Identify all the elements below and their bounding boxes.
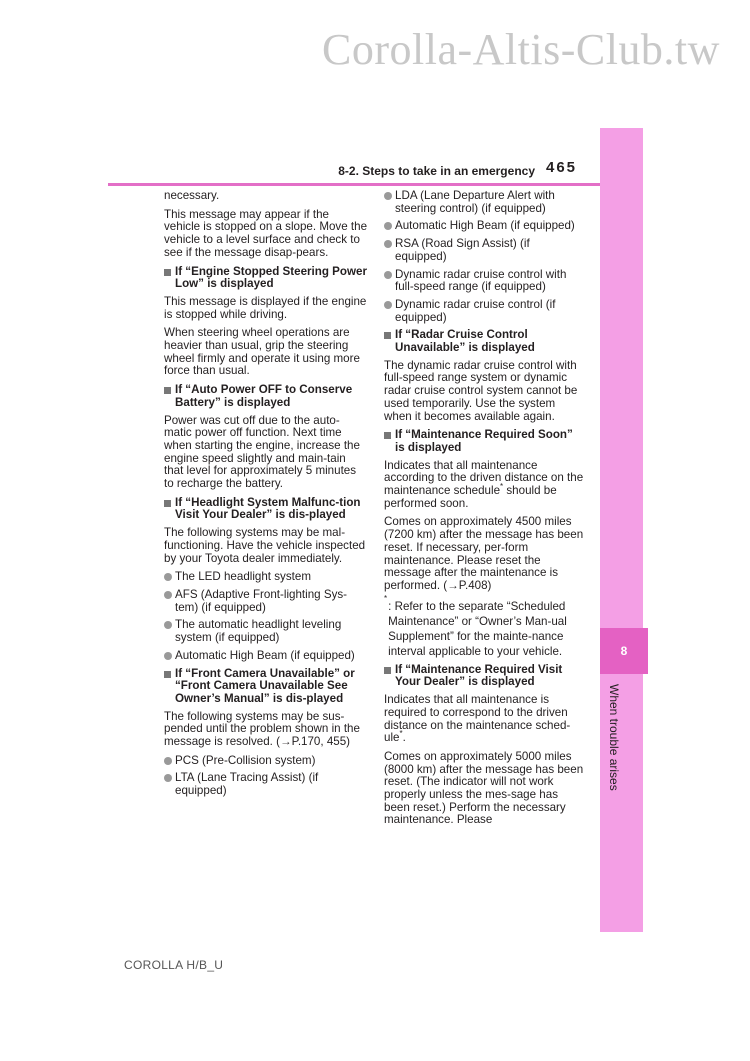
right-column: [384, 190, 584, 833]
paragraph: Comes on approximately 4500 miles (7200 km) after the message has been reset. If necessary, per-form maintenance. Please reset the message after the maintenance is performed. (→P.408): [384, 515, 584, 592]
subheading: If “Front Camera Unavailable” or “Front Camera Unavailable See Owner’s Manual” is dis-played: [164, 668, 367, 706]
left-column: [164, 190, 367, 803]
paragraph: This message is displayed if the engine is stopped while driving.: [164, 294, 367, 321]
chapter-title: When trouble arises: [607, 684, 621, 791]
square-bullet-icon: [384, 667, 391, 674]
circle-bullet-icon: [164, 573, 172, 581]
circle-bullet-icon: [164, 652, 172, 660]
paragraph: Indicates that all maintenance according to the driven distance on the maintenance schedule* should be performed soon.: [384, 458, 584, 510]
list-item: LTA (Lane Tracing Assist) (if equipped): [164, 772, 367, 797]
square-bullet-icon: [384, 332, 391, 339]
footnote-marker: *: [500, 482, 504, 492]
list-item: PCS (Pre-Collision system): [164, 755, 367, 768]
square-bullet-icon: [164, 269, 171, 276]
square-bullet-icon: [164, 387, 171, 394]
footnote-marker: *: [384, 593, 388, 603]
list-item: LDA (Lane Departure Alert with steering control) (if equipped): [384, 190, 584, 215]
subheading: If “Radar Cruise Control Unavailable” is displayed: [384, 329, 584, 354]
footnote: * : Refer to the separate “Scheduled Maintenance” or “Owner’s Man-ual Supplement” for the mainte-nance interval applicable to your vehicle.: [384, 593, 567, 658]
circle-bullet-icon: [384, 301, 392, 309]
paragraph: The following systems may be sus-pended until the problem shown in the message is resolved. (→P.170, 455): [164, 709, 360, 749]
circle-bullet-icon: [164, 774, 172, 782]
circle-bullet-icon: [164, 621, 172, 629]
subheading: If “Engine Stopped Steering Power Low” is displayed: [164, 266, 367, 291]
paragraph: Power was cut off due to the auto-matic power off function. Next time when starting the engine, increase the engine speed slightly and main-tain that level for approximately 5 minutes to recharge the battery.: [164, 413, 360, 491]
paragraph: Comes on approximately 5000 miles (8000 km) after the message has been reset. (The indicator will not work properly unless the mes-sage has been reset.) Perform the necessary maintenance. Please: [384, 749, 584, 827]
paragraph: The dynamic radar cruise control with full-speed range system or dynamic radar cruise control system cannot be used temporarily. Use the system when it becomes available again.: [384, 358, 578, 423]
watermark: Corolla-Altis-Club.tw: [322, 25, 720, 74]
section-title: 8-2. Steps to take in an emergency: [338, 164, 535, 178]
circle-bullet-icon: [384, 240, 392, 248]
subheading: If “Auto Power OFF to Conserve Battery” is displayed: [164, 384, 367, 409]
paragraph: Indicates that all maintenance is required to correspond to the driven distance on the maintenance sched-ule*.: [384, 693, 571, 745]
square-bullet-icon: [164, 671, 171, 678]
chapter-number-box: [600, 628, 648, 674]
chapter-tab-strip: [600, 128, 643, 932]
circle-bullet-icon: [384, 222, 392, 230]
list-item: Dynamic radar cruise control (if equipped): [384, 299, 584, 324]
square-bullet-icon: [384, 432, 391, 439]
paragraph: This message may appear if the vehicle is stopped on a slope. Move the vehicle to a level surface and check to see if the message disap-pears.: [164, 207, 368, 259]
subheading: If “Maintenance Required Visit Your Dealer” is displayed: [384, 664, 584, 689]
circle-bullet-icon: [384, 271, 392, 279]
circle-bullet-icon: [384, 192, 392, 200]
paragraph: The following systems may be mal-functioning. Have the vehicle inspected by your Toyota dealer immediately.: [164, 526, 366, 565]
list-item: The LED headlight system: [164, 571, 367, 584]
paragraph: necessary.: [164, 189, 220, 202]
circle-bullet-icon: [164, 757, 172, 765]
square-bullet-icon: [164, 500, 171, 507]
list-item: RSA (Road Sign Assist) (if equipped): [384, 238, 584, 263]
list-item: AFS (Adaptive Front-lighting Sys-tem) (if equipped): [164, 589, 367, 614]
chapter-number: 8: [620, 644, 628, 658]
list-item: The automatic headlight leveling system (if equipped): [164, 619, 367, 644]
footer-model: COROLLA H/B_U: [124, 958, 224, 972]
subheading: If “Headlight System Malfunc-tion Visit Your Dealer” is dis-played: [164, 497, 367, 522]
footnote-marker: *: [399, 729, 403, 739]
paragraph: When steering wheel operations are heavier than usual, grip the steering wheel firmly and operate it using more force than usual.: [164, 326, 360, 378]
list-item: Dynamic radar cruise control with full-speed range (if equipped): [384, 269, 584, 294]
subheading: If “Maintenance Required Soon” is displayed: [384, 429, 584, 454]
list-item: Automatic High Beam (if equipped): [384, 220, 584, 233]
page-number: 465: [546, 159, 578, 176]
circle-bullet-icon: [164, 591, 172, 599]
list-item: Automatic High Beam (if equipped): [164, 650, 367, 663]
header-rule: [108, 183, 601, 186]
